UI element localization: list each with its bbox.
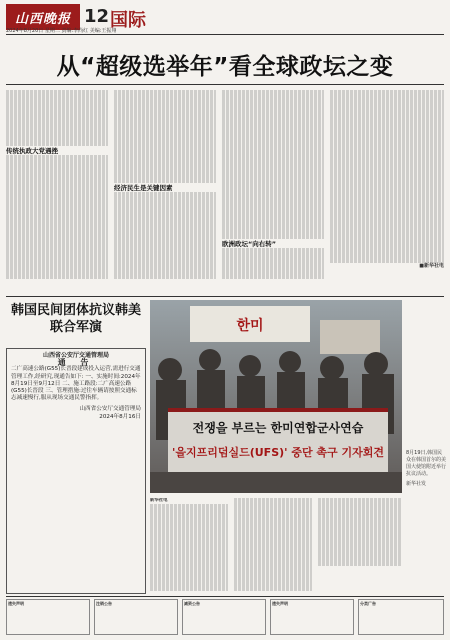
- article2-byline: 新华社电: [150, 498, 168, 503]
- ad-box: [94, 599, 178, 635]
- article-column-3: [222, 90, 324, 294]
- ad-title: 遗失声明: [272, 601, 288, 606]
- traffic-notice: [6, 348, 146, 594]
- banner-text-1: 전쟁을 부르는 한미연합군사연습: [192, 421, 364, 435]
- ad-box: [358, 599, 444, 635]
- classified-ads: [6, 596, 444, 637]
- masthead: [6, 4, 444, 35]
- section-title: 国际: [110, 10, 146, 31]
- protest-photo-illustration: [150, 300, 402, 493]
- article-column-1: [6, 90, 108, 294]
- issue-info: 2024年8月20日 星期二 责编:李尚红 美编:王振翔: [6, 28, 117, 34]
- subhead: 传统执政大党遇挫: [6, 146, 58, 155]
- notice-org: 山西省公安厅交通管理局: [42, 352, 109, 359]
- subhead: 欧洲政坛“向右转”: [222, 239, 277, 248]
- notice-date: 2024年8月16日: [99, 413, 141, 420]
- divider: [6, 84, 444, 85]
- ad-title: 遗失声明: [8, 601, 24, 606]
- article-column-4: [330, 90, 444, 294]
- divider: [6, 296, 444, 297]
- ad-box: [182, 599, 266, 635]
- ad-title: 注销公告: [96, 601, 112, 606]
- newspaper-logo: 山西晚报: [6, 4, 80, 30]
- notice-title: 通 告: [57, 358, 95, 368]
- notice-body: 二广高速公路(G55)长晋段建成投入运营,需进行交通管理工作,经研究,现通告如下: 一、实施时间:2024年8月19日至9月12日 二、施工路段:二广高速公路(G55)长晋段 三、管理措施:过往车辆请按照交通标志减速慢行,服从现场交通民警指挥。: [11, 366, 141, 402]
- subhead: 经济民生是关键因素: [114, 183, 173, 192]
- photo-caption: [406, 450, 446, 488]
- ad-box: [270, 599, 354, 635]
- main-headline: 从“超级选举年”看全球政坛之变: [56, 54, 394, 80]
- page-number: 12: [84, 6, 110, 27]
- sign-text: 한미: [236, 318, 264, 334]
- photo-credit: 新华社发: [406, 481, 427, 487]
- article2-column-2: [234, 498, 312, 594]
- protest-photo: [150, 300, 402, 493]
- article-column-2: [114, 90, 216, 294]
- article2-column-1: [150, 498, 228, 594]
- article2-column-3: [318, 498, 402, 594]
- notice-signoff: 山西省公安厅交通管理局: [79, 406, 141, 413]
- article2-headline: 韩国民间团体抗议韩美联合军演: [10, 303, 141, 335]
- ad-box: [6, 599, 90, 635]
- ad-title: 分类广告: [360, 601, 376, 606]
- caption-text: 8月19日,韩国民众在韩国首尔的美国大使馆附近举行抗议活动。: [406, 450, 447, 477]
- banner-text-2: '을지프리덤실드(UFS)' 중단 촉구 기자회견: [171, 446, 385, 459]
- ad-title: 减资公告: [184, 601, 200, 606]
- byline: ■新华社电: [419, 263, 444, 270]
